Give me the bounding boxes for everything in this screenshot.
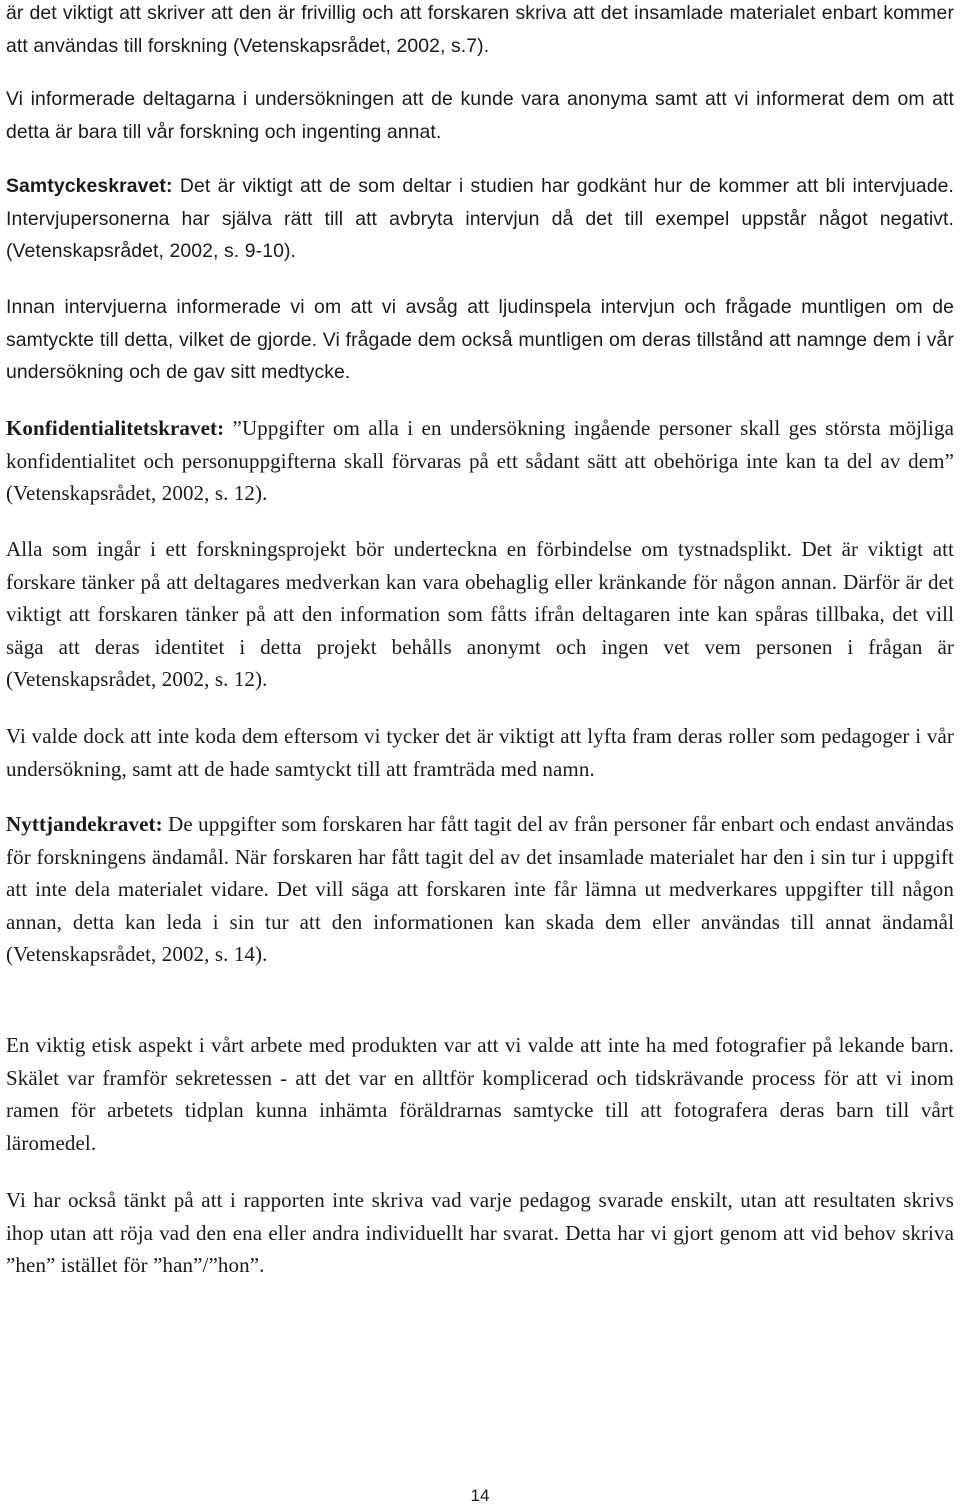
paragraph-text: Vi informerade deltagarna i undersökningen att de kunde vara anonyma samt att vi informerat dem om att detta är bara till vår forskning och ingenting annat. [6, 88, 954, 143]
paragraph-anonymity [6, 83, 954, 148]
paragraph-text: Vi har också tänkt på att i rapporten inte skriva vad varje pedagog svarade enskilt, utan att resultaten skrivs ihop utan att röja vad den ena eller andra individuellt har svarat. Detta har vi gjort genom att vid behov skriva ”hen” istället för ”han”/”hon”. [6, 1188, 954, 1278]
paragraph-consent-info-end [6, 0, 954, 62]
paragraph-use-requirement [6, 808, 954, 971]
paragraph-text: Vi valde dock att inte koda dem eftersom vi tycker det är viktigt att lyfta fram deras roller som pedagoger i vår undersökning, samt att de hade samtyckt till att framträda med namn. [6, 724, 954, 781]
paragraph-text: Innan intervjuerna informerade vi om att vi avsåg att ljudinspela intervjun och frågade muntligen om de samtyckte till detta, vilket de gjorde. Vi frågade dem också muntligen om deras tillstånd att namnge dem i vår undersökning och de gav sitt medtycke. [6, 296, 954, 384]
paragraph-text: Det är viktigt att de som deltar i studien har godkänt hur de kommer att bli intervjuade. Intervjupersonerna har själva rätt till att avbryta intervjun då det till exempel uppstår något negativt. (Vetenskapsrådet, 2002, s. 9-10). [6, 175, 954, 263]
paragraph-naming-decision [6, 720, 954, 785]
paragraph-text: är det viktigt att skriver att den är frivillig och att forskaren skriva att det insamlade materialet enbart kommer att användas till forskning (Vetenskapsrådet, 2002, s.7). [6, 2, 954, 57]
paragraph-interview-recording [6, 291, 954, 389]
paragraph-text: ”Uppgifter om alla i en undersökning ingående personer skall ges största möjliga konfidentialitet och personuppgifterna skall förvaras på ett sådant sätt att obehöriga inte kan ta del av dem” (Vetenskapsrådet, 2002, s. 12). [6, 416, 954, 506]
paragraph-consent-requirement [6, 170, 954, 268]
page-number: 14 [470, 1486, 490, 1505]
paragraph-text: En viktig etisk aspekt i vårt arbete med produkten var att vi valde att inte ha med fotografier på lekande barn. Skälet var framför sekretessen - att det var en alltför komplicerad och tidskrävande process för att vi inom ramen för arbetets tidplan kunna inhämta föräldrarnas samtycke till att fotografera deras barn till vårt läromedel. [6, 1033, 954, 1155]
paragraph-text: Alla som ingår i ett forskningsprojekt bör underteckna en förbindelse om tystnadsplikt. Det är viktigt att forskare tänker på att deltagares medverkan kan vara obehaglig eller kränkande för någon annan. Därför är det viktigt att forskaren tänker på att den information som fåtts ifrån deltagaren inte kan spåras tillbaka, det vill säga att deras identitet i detta projekt behålls anonymt och ingen vet vem personen i frågan är (Vetenskapsrådet, 2002, s. 12). [6, 537, 954, 692]
paragraph-confidentiality-pledge [6, 533, 954, 696]
paragraph-text: De uppgifter som forskaren har fått tagit del av från personer får enbart och endast användas för forskningens ändamål. När forskaren har fått tagit del av det insamlade materialet har den i sin tur i uppgift att inte dela materialet vidare. Det vill säga att forskaren inte får lämna ut medverkares uppgifter till någon annan, detta kan leda i sin tur att den informationen kan skada dem eller användas till annat ändamål (Vetenskapsrådet, 2002, s. 14). [6, 812, 954, 967]
term-konfidentialitetskravet: Konfidentialitetskravet: [6, 416, 225, 440]
paragraph-confidentiality-requirement [6, 412, 954, 510]
paragraph-report-anonymity [6, 1184, 954, 1282]
term-samtyckeskravet: Samtyckeskravet: [6, 175, 173, 197]
term-nyttjandekravet: Nyttjandekravet: [6, 812, 163, 836]
paragraph-photography-aspect [6, 1029, 954, 1159]
